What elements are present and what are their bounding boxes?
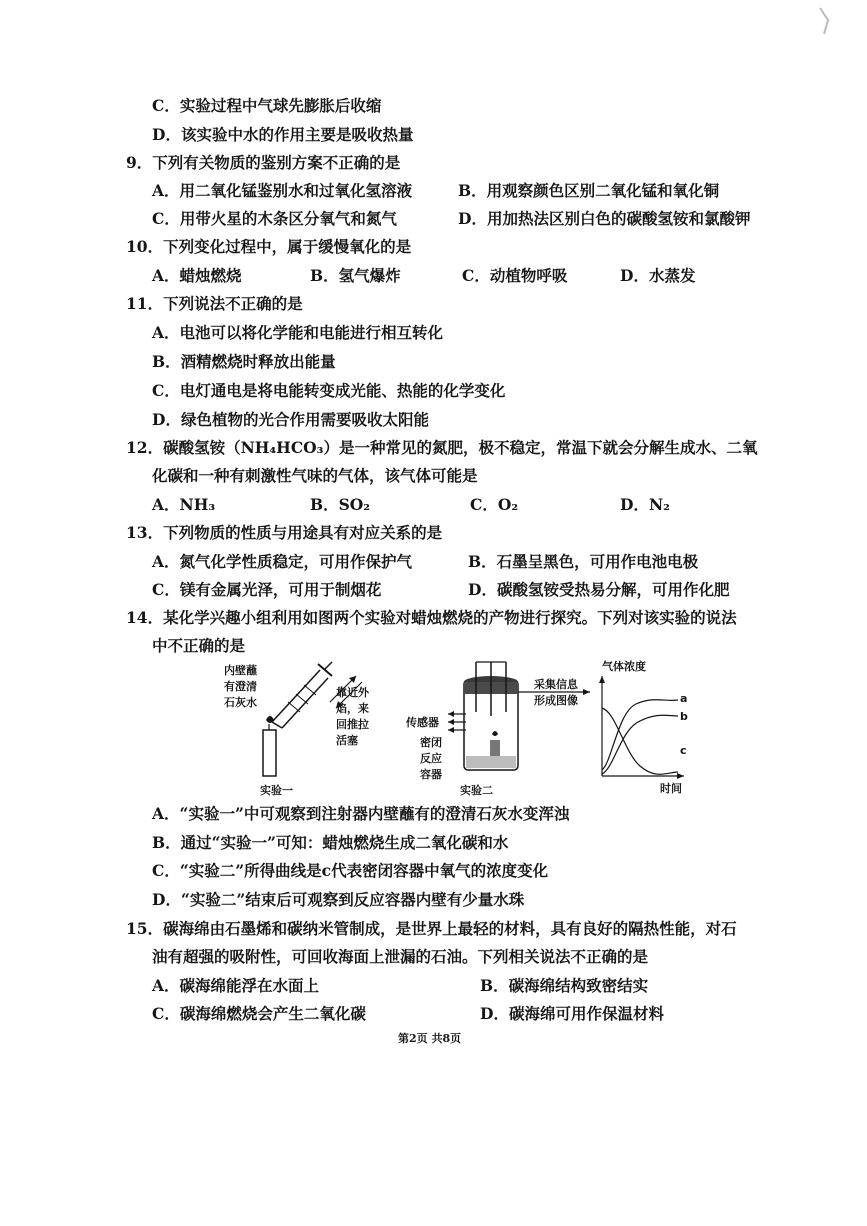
q8-option-d: D．该实验中水的作用主要是吸收热量 xyxy=(152,125,414,144)
q15-option-a: A．碳海绵能浮在水面上 xyxy=(152,976,320,995)
exp1-action-line4: 活塞 xyxy=(336,734,358,747)
scan-corner-mark xyxy=(818,6,832,36)
q9-option-c: C．用带火星的木条区分氧气和氮气 xyxy=(152,209,397,228)
q13-option-a: A．氮气化学性质稳定，可用作保护气 xyxy=(152,552,413,571)
concentration-graph xyxy=(599,676,684,779)
q12-stem-line2: 化碳和一种有刺激性气味的气体，该气体可能是 xyxy=(152,466,478,485)
q8-option-c: C．实验过程中气球先膨胀后收缩 xyxy=(152,96,382,115)
candle-icon xyxy=(263,716,276,776)
q15-option-c: C．碳海绵燃烧会产生二氧化碳 xyxy=(152,1004,366,1023)
exp1-action-line3: 回推拉 xyxy=(336,718,369,731)
container-label-line3: 容器 xyxy=(420,768,442,781)
exp1-label-line3: 石灰水 xyxy=(224,696,257,709)
q11-option-d: D．绿色植物的光合作用需要吸收太阳能 xyxy=(152,410,429,429)
collect-label-line2: 形成图像 xyxy=(534,694,578,707)
graph-x-label: 时间 xyxy=(660,782,682,795)
q13-option-b: B．石墨呈黑色，可用作电池电极 xyxy=(468,552,699,571)
q14-option-b: B．通过“实验一”可知：蜡烛燃烧生成二氧化碳和水 xyxy=(152,833,509,852)
q15-stem-line2: 油有超强的吸附性，可回收海面上泄漏的石油。下列相关说法不正确的是 xyxy=(152,947,649,966)
q14-experiment-figure xyxy=(210,652,730,802)
page-footer: 第2页 共8页 xyxy=(398,1032,462,1045)
sensor-label: 传感器 xyxy=(406,716,439,729)
q11-stem: 11．下列说法不正确的是 xyxy=(126,294,303,313)
q10-option-d: D．水蒸发 xyxy=(620,266,696,285)
exp1-caption: 实验一 xyxy=(260,784,293,797)
q11-option-c: C．电灯通电是将电能转变成光能、热能的化学变化 xyxy=(152,381,506,400)
container-label-line2: 反应 xyxy=(420,752,442,765)
q10-option-a: A．蜡烛燃烧 xyxy=(152,266,242,285)
q12-option-b: B．SO₂ xyxy=(310,495,371,514)
q11-option-b: B．酒精燃烧时释放出能量 xyxy=(152,352,336,371)
curve-c-label: c xyxy=(680,744,687,757)
syringe-icon xyxy=(272,662,332,728)
q9-option-d: D．用加热法区别白色的碳酸氢铵和氯酸钾 xyxy=(458,209,751,228)
q15-option-d: D．碳海绵可用作保温材料 xyxy=(480,1004,664,1023)
curve-c-line xyxy=(602,708,678,774)
q10-option-c: C．动植物呼吸 xyxy=(462,266,568,285)
q13-stem: 13．下列物质的性质与用途具有对应关系的是 xyxy=(126,523,443,542)
q9-option-a: A．用二氧化锰鉴别水和过氧化氢溶液 xyxy=(152,181,413,200)
container-label-line1: 密闭 xyxy=(420,736,442,749)
q11-option-a: A．电池可以将化学能和电能进行相互转化 xyxy=(152,323,444,342)
exp1-action-line2: 焰，来 xyxy=(336,702,369,715)
q9-option-b: B．用观察颜色区别二氧化锰和氧化铜 xyxy=(458,181,720,200)
q9-stem: 9．下列有关物质的鉴别方案不正确的是 xyxy=(126,153,401,172)
q12-option-c: C．O₂ xyxy=(470,495,519,514)
q15-stem-line1: 15．碳海绵由石墨烯和碳纳米管制成，是世界上最轻的材料，具有良好的隔热性能，对石 xyxy=(126,919,737,938)
q10-option-b: B．氢气爆炸 xyxy=(310,266,401,285)
q12-stem-line1: 12．碳酸氢铵（NH₄HCO₃）是一种常见的氮肥，极不稳定，常温下就会分解生成水、二氧 xyxy=(126,438,758,457)
graph-y-label: 气体浓度 xyxy=(602,660,646,673)
exp1-action-line1: 靠近外 xyxy=(336,686,369,699)
q14-stem-line2: 中不正确的是 xyxy=(152,636,246,655)
q14-option-a: A．“实验一”中可观察到注射器内壁蘸有的澄清石灰水变浑浊 xyxy=(152,804,570,823)
q14-option-c: C．“实验二”所得曲线是c代表密闭容器中氧气的浓度变化 xyxy=(152,861,549,880)
q12-option-a: A．NH₃ xyxy=(152,495,216,514)
q13-option-c: C．镁有金属光泽，可用于制烟花 xyxy=(152,580,382,599)
exp1-label-line1: 内壁蘸 xyxy=(224,664,257,677)
q10-stem: 10．下列变化过程中，属于缓慢氧化的是 xyxy=(126,237,412,256)
curve-b-label: b xyxy=(680,710,688,723)
q12-option-d: D．N₂ xyxy=(620,495,670,514)
q15-option-b: B．碳海绵结构致密结实 xyxy=(480,976,649,995)
figure-canvas xyxy=(210,652,730,802)
collect-label-line1: 采集信息 xyxy=(534,678,578,691)
curve-a-label: a xyxy=(680,692,688,705)
exp2-caption: 实验二 xyxy=(460,784,493,797)
q13-option-d: D．碳酸氢铵受热易分解，可用作化肥 xyxy=(468,580,730,599)
sealed-container-icon xyxy=(464,662,518,770)
q14-option-d: D．“实验二”结束后可观察到反应容器内壁有少量水珠 xyxy=(152,890,525,909)
q14-stem-line1: 14．某化学兴趣小组利用如图两个实验对蜡烛燃烧的产物进行探究。下列对该实验的说法 xyxy=(126,608,737,627)
exp1-label-line2: 有澄清 xyxy=(224,680,257,693)
